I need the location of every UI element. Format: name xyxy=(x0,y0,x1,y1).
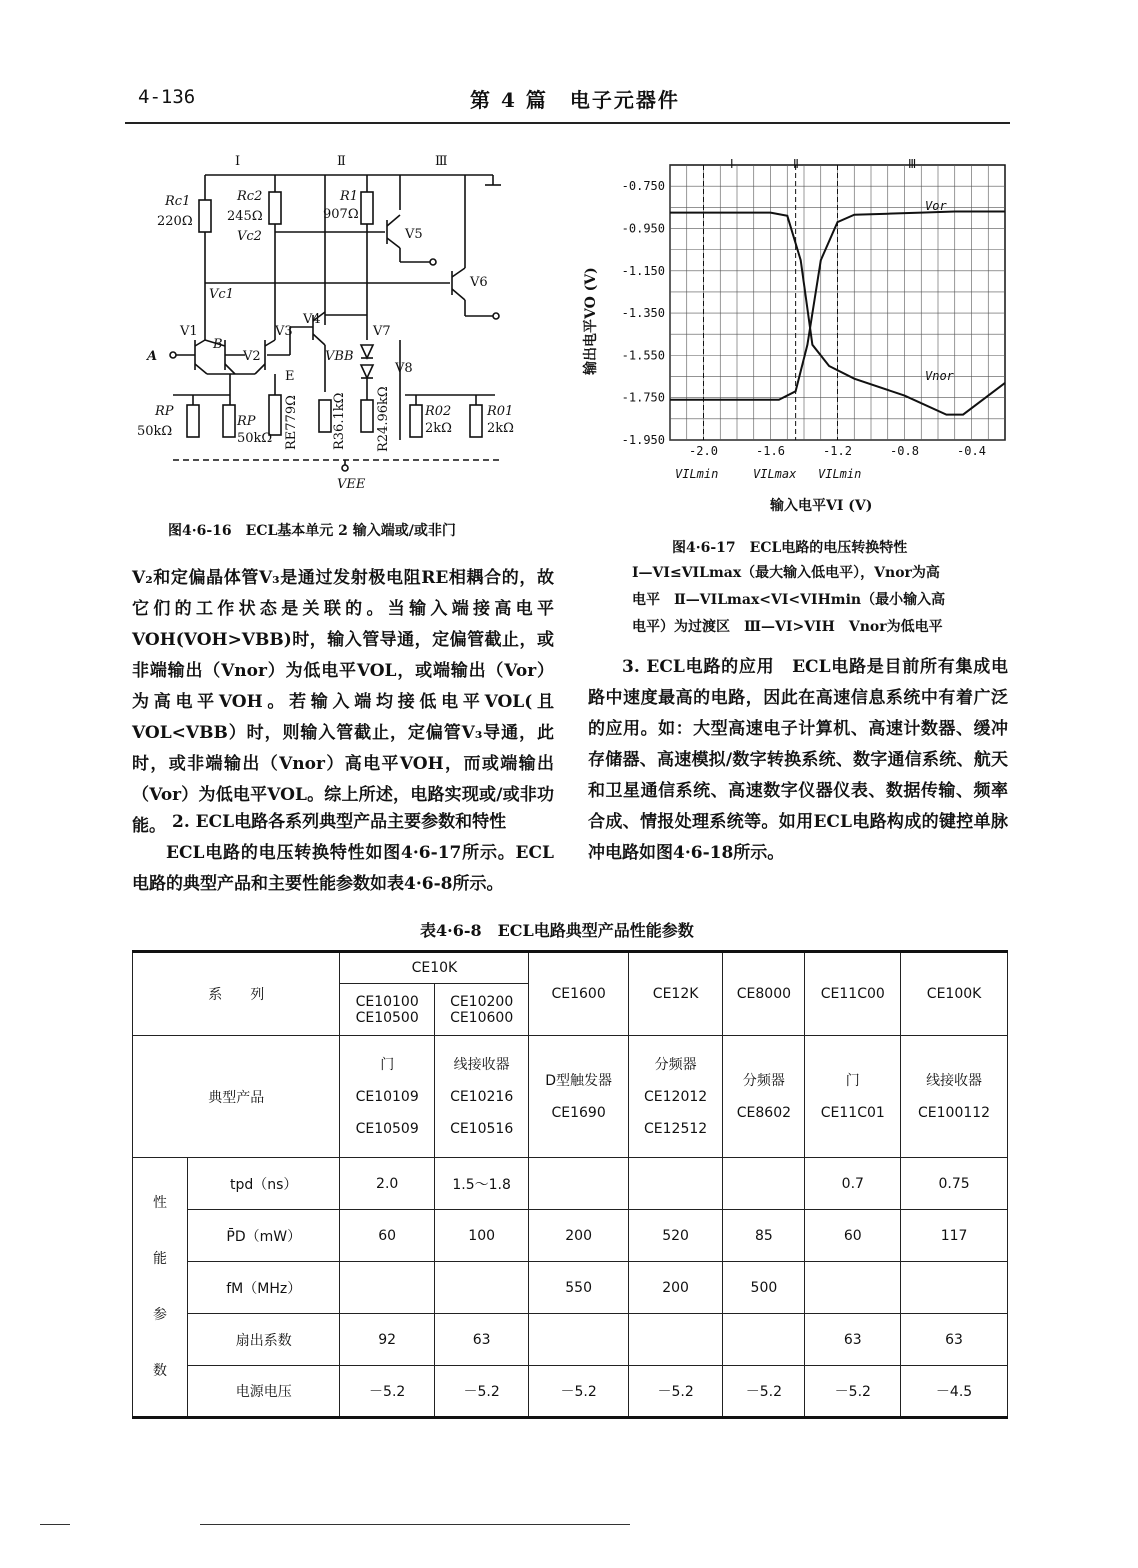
param-value xyxy=(434,1262,528,1314)
y-tick-label: -1.150 xyxy=(621,263,665,278)
label-vbb: VBB xyxy=(325,349,354,364)
param-value: 2.0 xyxy=(340,1158,434,1210)
param-value xyxy=(628,1314,722,1366)
section-title: 第 4 篇 电子元器件 xyxy=(470,88,680,112)
label-v5: V5 xyxy=(405,227,423,242)
param-value: －5.2 xyxy=(628,1366,722,1418)
param-value: 0.7 xyxy=(805,1158,901,1210)
label-rc2-value: 245Ω xyxy=(227,209,263,224)
param-value xyxy=(628,1158,722,1210)
product-cell: 门 CE11C01 xyxy=(805,1036,901,1158)
chart-region-3: Ⅲ xyxy=(908,157,917,171)
y-tick-label: -0.750 xyxy=(621,179,665,194)
label-rp2: RP xyxy=(237,414,256,429)
label-v4: V4 xyxy=(303,312,321,327)
param-row xyxy=(133,1262,1008,1314)
footer-scan-line xyxy=(200,1524,630,1525)
chart-y-axis-label: 输出电平VO (V) xyxy=(583,267,599,375)
col-ce100k: CE100K xyxy=(901,952,1008,1036)
param-name: P̄D（mW） xyxy=(188,1210,340,1262)
param-value xyxy=(723,1158,805,1210)
param-row xyxy=(133,1158,1008,1210)
param-value: 500 xyxy=(723,1262,805,1314)
label-rc1-value: 220Ω xyxy=(157,214,193,229)
label-vee: VEE xyxy=(337,477,366,492)
x-tick-label: -2.0 xyxy=(689,444,718,458)
param-value: －4.5 xyxy=(901,1366,1008,1418)
param-value: 60 xyxy=(340,1210,434,1262)
label-r1: R1 xyxy=(340,189,359,204)
product-cell: 线接收器 CE10216 CE10516 xyxy=(434,1036,528,1158)
label-r3: R36.1kΩ xyxy=(332,392,347,450)
param-value: －5.2 xyxy=(529,1366,628,1418)
chart-x-axis-label: 输入电平VI (V) xyxy=(770,498,873,514)
param-name: tpd（ns） xyxy=(188,1158,340,1210)
label-rc2: Rc2 xyxy=(237,189,263,204)
table-title: 表4·6-8 ECL电路典型产品性能参数 xyxy=(420,921,694,940)
product-cell: 线接收器 CE100112 xyxy=(901,1036,1008,1158)
ce10k-header: CE10K xyxy=(340,952,529,984)
label-ro1-value: 2kΩ xyxy=(487,421,514,436)
body-left-paragraph-2: ECL电路的电压转换特性如图4·6-17所示。ECL电路的典型产品和主要性能参数如表4·6-8所示。 xyxy=(132,843,554,894)
param-value: 520 xyxy=(628,1210,722,1262)
footer-scan-mark xyxy=(40,1524,70,1525)
y-tick-label: -1.550 xyxy=(621,348,665,363)
chart-region-1: Ⅰ xyxy=(730,157,734,171)
param-row xyxy=(133,1366,1008,1418)
param-value: 0.75 xyxy=(901,1158,1008,1210)
col-ce10100: CE10100 CE10500 xyxy=(340,984,434,1036)
chart-xtick-name-2: VILmax xyxy=(753,467,797,481)
col-ce10200: CE10200 CE10600 xyxy=(434,984,528,1036)
label-v1: V1 xyxy=(180,324,198,339)
label-v6: V6 xyxy=(470,275,488,290)
voltage-transfer-chart xyxy=(575,145,1015,520)
param-value xyxy=(901,1262,1008,1314)
product-cell: D型触发器 CE1690 xyxy=(529,1036,628,1158)
figure-17-notes xyxy=(632,560,1002,641)
y-tick-label: -1.350 xyxy=(621,306,665,321)
label-ro2-value: 2kΩ xyxy=(425,421,452,436)
x-tick-label: -1.6 xyxy=(756,444,785,458)
chart-xtick-name-1: VILmin xyxy=(675,467,719,481)
circuit-region-3: Ⅲ xyxy=(435,154,448,169)
param-value: －5.2 xyxy=(805,1366,901,1418)
col-ce12k: CE12K xyxy=(628,952,722,1036)
figure-16-caption: 图4·6-16 ECL基本单元 2 输入端或/或非门 xyxy=(168,523,456,539)
body-left-paragraph-1: V₂和定偏晶体管V₃是通过发射极电阻RE相耦合的，故它们的工作状态是关联的。当输入端接高电平VOH(VOH>VBB)时，输入管导通，定偏管截止，或非端输出（Vnor）为低电平VOL，或端输出（Vor）为高电平VOH。若输入端均接低电平VOL(且VOL<VBB）时，则输入管截止，定偏管V₃导通，此时，或非端输出（Vnor）高电平VOH，而或端输出（Vor）为低电平VOL。综上所述，电路实现或/或非功能。 xyxy=(132,568,554,836)
param-value: 1.5～1.8 xyxy=(434,1158,528,1210)
param-value: 100 xyxy=(434,1210,528,1262)
header-rule xyxy=(125,122,1010,124)
param-value: 63 xyxy=(805,1314,901,1366)
param-value: 63 xyxy=(434,1314,528,1366)
param-name: 扇出系数 xyxy=(188,1314,340,1366)
label-rc1: Rc1 xyxy=(165,194,191,209)
label-v8: V8 xyxy=(395,361,413,376)
label-vc2: Vc2 xyxy=(237,229,262,244)
param-name: fM（MHz） xyxy=(188,1262,340,1314)
param-value: 60 xyxy=(805,1210,901,1262)
x-tick-label: -0.8 xyxy=(890,444,919,458)
param-value: 63 xyxy=(901,1314,1008,1366)
label-r1-value: 907Ω xyxy=(323,207,359,222)
label-re: RE779Ω xyxy=(284,395,299,450)
figure-17-note-1: Ⅰ—VI≤VILmax（最大输入低电平），Vnor为高 xyxy=(632,565,940,581)
param-value xyxy=(529,1158,628,1210)
param-value: －5.2 xyxy=(723,1366,805,1418)
param-value xyxy=(529,1314,628,1366)
param-value: 550 xyxy=(529,1262,628,1314)
circuit-region-1: Ⅰ xyxy=(235,154,241,169)
label-rp1-value: 50kΩ xyxy=(137,424,173,439)
product-cell: 门 CE10109 CE10509 xyxy=(340,1036,434,1158)
label-ro1: R01 xyxy=(487,404,514,419)
ecl-parameter-table xyxy=(132,950,1008,1419)
param-value: －5.2 xyxy=(340,1366,434,1418)
body-right-paragraph: 3. ECL电路的应用 ECL电路是目前所有集成电路中速度最高的电路，因此在高速信息系统中有着广泛的应用。如：大型高速电子计算机、高速计数器、缓冲存储器、高速模拟/数字转换系统、数字通信系统、航天和卫星通信系统、高速数字仪器仪表、数据传输、频率合成、情报处理系统等。如用ECL电路构成的键控单脉冲电路如图4·6-18所示。 xyxy=(588,657,1008,863)
page-number: 4-136 xyxy=(138,86,196,108)
perf-label: 性 能 参 数 xyxy=(133,1158,188,1418)
label-ro2: R02 xyxy=(425,404,452,419)
label-rp2-value: 50kΩ xyxy=(237,431,273,446)
param-value: 200 xyxy=(628,1262,722,1314)
typical-products-label: 典型产品 xyxy=(133,1036,340,1158)
param-value: 92 xyxy=(340,1314,434,1366)
circuit-region-2: Ⅱ xyxy=(337,154,346,169)
product-cell: 分频器 CE8602 xyxy=(723,1036,805,1158)
label-v7: V7 xyxy=(373,324,391,339)
param-name: 电源电压 xyxy=(188,1366,340,1418)
param-value xyxy=(340,1262,434,1314)
figure-17-note-2: 电平 Ⅱ—VILmax<VI<VIHmin（最小输入高 xyxy=(632,592,946,608)
param-value: 85 xyxy=(723,1210,805,1262)
ecl-circuit-diagram xyxy=(125,140,525,500)
label-vc1: Vc1 xyxy=(209,287,234,302)
param-value xyxy=(723,1314,805,1366)
label-r2: R24.96kΩ xyxy=(376,386,391,452)
chart-region-2: Ⅱ xyxy=(793,157,799,171)
x-tick-label: -1.2 xyxy=(823,444,852,458)
y-tick-label: -1.950 xyxy=(621,433,665,447)
label-v3: V3 xyxy=(275,324,293,339)
param-value: －5.2 xyxy=(434,1366,528,1418)
x-tick-label: -0.4 xyxy=(957,444,986,458)
label-b: B xyxy=(213,337,223,352)
curve-label-nor: Vnor xyxy=(925,369,954,383)
series-header: 系 列 xyxy=(133,952,340,1036)
figure-17-note-3: 电平）为过渡区 Ⅲ—VI>VIH Vnor为低电平 xyxy=(632,619,943,635)
y-tick-label: -1.750 xyxy=(621,390,665,405)
param-value: 200 xyxy=(529,1210,628,1262)
col-ce1600: CE1600 xyxy=(529,952,628,1036)
label-a: A xyxy=(147,349,158,364)
figure-17-caption: 图4·6-17 ECL电路的电压转换特性 xyxy=(672,540,908,556)
param-row xyxy=(133,1314,1008,1366)
col-ce8000: CE8000 xyxy=(723,952,805,1036)
label-v2: V2 xyxy=(243,349,261,364)
product-cell: 分频器 CE12012 CE12512 xyxy=(628,1036,722,1158)
typical-products-row xyxy=(133,1036,1008,1158)
param-value xyxy=(805,1262,901,1314)
label-e: E xyxy=(285,369,295,384)
curve-label-or: Vor xyxy=(925,199,947,213)
col-ce11c00: CE11C00 xyxy=(805,952,901,1036)
param-row xyxy=(133,1210,1008,1262)
chart-xtick-name-3: VILmin xyxy=(818,467,862,481)
param-value: 117 xyxy=(901,1210,1008,1262)
body-left-heading-2: 2. ECL电路各系列典型产品主要参数和特性 xyxy=(172,812,507,832)
label-rp1: RP xyxy=(155,404,174,419)
y-tick-label: -0.950 xyxy=(621,221,665,236)
